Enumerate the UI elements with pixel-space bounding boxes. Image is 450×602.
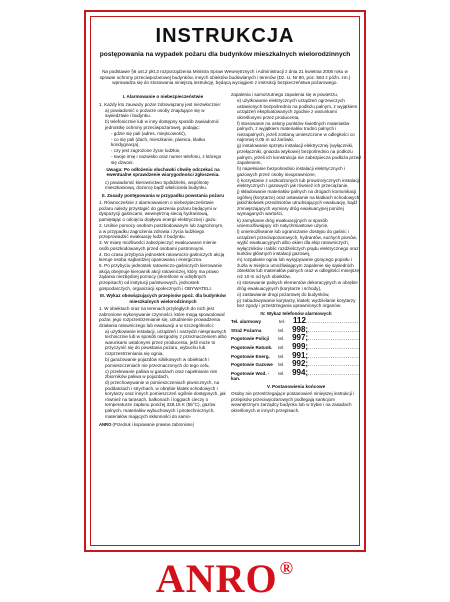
paragraph: 1. Każdy kto zauważy pożar zobowiązany jest niezwłocznie:: [99, 101, 222, 107]
list-item: o) zastawianie drogi pożarowej do budynków,: [237, 291, 330, 297]
left-column: [99, 92, 227, 544]
section-heading: V. Postanowienia końcowe: [266, 383, 326, 389]
paragraph: 1. W obiektach oraz na terenach przyległych do nich jest zabronione wykonywanie czynności, które mogą spowodować pożar, jego rozprzestrzenianie się, utrudnienie prowadzenia działania ratowniczego lub ewakuacji a w szczególności:: [99, 306, 226, 328]
sub-list-item: - co się pali (dach, mieszkanie, piwnica, klatka kondygnacja),: [111, 136, 205, 148]
phone-number: 992;: [292, 359, 309, 369]
list-item: g) instalowanie sprzętu instalacji elektrycznej (wyłączniki, przełączniki, gniazda wtykowe) bezpośrednio na podłożu palnym, jeżeli ich konstrukcja nie zabezpiecza podłoża przed zapaleniem,: [237, 143, 361, 166]
phone-dots: ............................: [305, 319, 359, 326]
list-item: c) powiadomić kierownictwo Spółdzielni, wspólnotę mieszkaniową, dozorcę bądź właściciela budynku.: [105, 179, 209, 191]
section-heading: IV. Wykaz telefonów alarmowych: [260, 310, 332, 316]
phone-tel-prefix: tel.: [278, 344, 285, 350]
list-item: c) przelewanie paliwa w garażach oraz napełnianie nim zbiorników paliwa w pojazdach,: [105, 368, 218, 380]
paragraph: Osoby nie przestrzegające postanowień niniejszej instrukcji i przepisów przeciwpożarowych podlegają sankcjom wewnętrznym zarządcy budynku lub w trybie i na zasadach określonych w innych przepisach.: [231, 391, 355, 413]
paragraph: 5. Po przybyciu jednostek ratowniczo-gaśniczych kierowanie akcją obejmuje kierownik akcji ratowniczej, który ma prawo żądania niezbędnej pomocy (określone w odrębnych przepisach) od instytucji państwowych, jednostek gospodarczych, organizacji społecznych i OBYWATELI.: [99, 263, 223, 291]
list-item: h) napełnianie bezpośrednio instalacji elektrycznych i gazowych przez osoby nieuprawnione,: [237, 166, 346, 177]
sign-inner-border: [90, 16, 360, 546]
phone-tel-prefix: tel.: [278, 362, 285, 368]
sub-list-item: - gdzie się pali (adres, miejscowość),: [111, 130, 187, 136]
list-item: d) przechowywanie w pomieszczeniach piwnicznych, na poddaszach i strychach, w obrębie klatek schodowych i korytarzy oraz innych pomieszczeń ogólnie dostępnych, jak również na tarasach, balkonach i loggiach cieczy o temperaturze zapłonu poniżej 328,15 K (55°C), gazów palnych, materiałów wybuchowych i pirotechnicznych, materiałów mających skłonności do samo-: [105, 380, 226, 419]
phone-dots: ............................: [308, 362, 361, 369]
phone-dots: ............................: [308, 344, 361, 351]
phone-dots: ............................: [308, 353, 361, 360]
phone-label: Pogotowie Ratunk.: [231, 344, 273, 350]
section-heading: I. Alarmowanie o niebezpieczeństwie: [122, 94, 204, 99]
list-item: a) powiadomić o pożarze osoby znajdujące się w sąsiedztwie i budynku.: [105, 107, 205, 119]
legal-basis: Na podstawie §6 ust.2 pkt.3 rozporządzenia Ministra Spraw Wewnętrznych i Administracji z dnia 21 kwietnia 2006 roku w sprawie ochrony przeciwpożarowej budynków, innych obiektów budowlanych i terenów (Dz. U. Nr 80, poz. 563 z późn. zm.) wprowadza się do stosowania niniejszą instrukcję, będącą wyciągiem z instrukcji bezpieczeństwa pożarowego.: [99, 69, 351, 86]
list-item: m) rozpalanie ognia lub wysypywanie gorącego popiołu i żużla w miejscu umożliwiającym zapalenie się sąsiednich obiektów lub materiałów palnych oraz w odległości mniejszej niż 10 m od tych obiektów,: [237, 257, 361, 279]
phone-row: [231, 367, 361, 382]
copyright-brand: ANRO: [99, 422, 112, 428]
paragraph: 1. Równocześnie z alarmowaniem o niebezpieczeństwie pożaru należy przystąpić do gaszenia pożaru będącymi w dyspozycji gaśnicami, wewnętrzną siecią hydrantową, pamiętając o odcięciu dopływu energii elektrycznej i gazu.: [99, 200, 217, 222]
phone-tel-prefix: tel.: [278, 327, 285, 333]
list-item: b) garażowanie pojazdów silnikowych w obiektach i pomieszczeniach nie przeznaczonych do tego celu,: [105, 357, 210, 368]
phone-label: Pogotowie Wod. - kan.: [231, 370, 270, 382]
brand-logo: [0, 555, 450, 602]
list-item: e) użytkowanie elektrycznych urządzeń ogrzewczych ustawionych bezpośrednio na podłożu palnym, z wyjątkiem urządzeń eksploatowanych zgodnie z warunkami określonymi przez producenta,: [237, 98, 358, 120]
phone-number: 991;: [292, 350, 309, 360]
phone-tel-prefix: tel.: [278, 370, 285, 376]
section-heading: II. Zasady postępowania w przypadku powstania pożaru: [101, 192, 224, 198]
paragraph: zapalenia i samorzutnego zapalenia się w powietrzu,: [231, 92, 339, 97]
list-item: b) telefonicznie lub w inny dostępny sposób zawiadomić jednostkę ochrony przeciwpożarowej, podając:: [105, 119, 219, 130]
phone-number: 997;: [292, 333, 309, 343]
phone-dots: ............................: [308, 327, 361, 334]
list-item: k) zamykanie dróg ewakuacyjnych w sposób uniemożliwiający ich natychmiastowe użycie,: [237, 217, 329, 229]
sign-title: INSTRUKCJA: [155, 25, 295, 47]
brand-name: ANRO: [155, 556, 278, 601]
list-item: j) składowanie materiałów palnych na drogach komunikacji ogólnej (korytarze) oraz ustawianie na klatkach schodowych jakichkolwiek przedmiotów utrudniających ewakuację, bądź zmniejszających wymiary dróg ewakuacyjnej poniżej wymaganych wartości,: [237, 189, 360, 217]
paragraph: 4. Do czasu przybycia jednostek ratowniczo-gaśniczych akcją kieruje osoba najbardziej opanowana i energiczna.: [99, 251, 225, 263]
copyright-text: (Przedruk i kopiowanie prawnie zabronione): [112, 422, 194, 428]
phone-label: Pogotowie Policji: [231, 336, 270, 342]
phone-label: Pogotowie Energ.: [231, 353, 270, 359]
sign-subtitle: postępowania na wypadek pożaru dla budynków mieszkalnych wielorodzinnych: [99, 51, 351, 58]
phone-label: Tel. alarmowy: [231, 319, 262, 325]
phone-number: 998;: [292, 324, 309, 334]
paragraph: 3. W miarę możliwości zabezpieczyć ewakuowane mienie osób poszkodowanych przed osobami postronnymi.: [99, 240, 217, 251]
paragraph: 2. Usilnie pomocy osobom poszkodowanym lub zagrożonym, a w przypadku zagrożenia zdrowia i życia ludzkiego przeprowadzić ewakuację ludzi z budynku.: [99, 222, 224, 240]
phone-tel-prefix: tel.: [278, 336, 285, 342]
list-item: a) użytkowanie instalacji, urządzeń i narzędzi niesprawnych technicznie lub w sposób niezgodny z przeznaczeniem albo warunkami ustalonymi przez producenta, jeśli może to przyczynić się do powstania pożaru, wybuchu lub rozprzestrzeniania się ognia,: [105, 328, 227, 357]
sub-list-item: - czy jest zagrożone życie ludzkie,: [111, 148, 181, 154]
phone-label: Pogotowie Gazowe: [231, 362, 273, 368]
phone-tel-prefix: tel.: [278, 353, 285, 359]
phone-dots: ............................: [308, 370, 361, 377]
phone-tel-prefix: tel.: [279, 319, 286, 325]
right-column: [231, 92, 361, 544]
copyright-note: [99, 422, 227, 428]
phone-label: Straż Pożarna: [231, 327, 262, 333]
list-item: n) stosowanie palnych elementów dekoracyjnych w obrębie dróg ewakuacyjnych (korytarze i schody),: [237, 280, 358, 291]
phone-number: 999;: [292, 341, 309, 351]
phone-dots: ............................: [308, 336, 361, 343]
registered-mark: ®: [279, 558, 295, 578]
phone-number: 112: [293, 316, 306, 326]
phone-number: 994;: [292, 367, 309, 377]
list-item: i) korzystanie z uszkodzonych lub prowizorycznych instalacji elektrycznych i gazowych jak również ich przeciążanie,: [237, 177, 360, 189]
sub-list-item: - swoje imię i nazwisko oraz numer telefonu, z którego się dzwoni.: [111, 154, 222, 166]
list-item: f) stosowanie na osłony punktów świetlnych materiałów palnych, z wyjątkiem materiałów trudno palnych i niezapalnych, jeżeli zostaną umieszczone w odległości co najmniej 0,05 m od żarówki,: [237, 120, 355, 143]
note-text: Uwaga: Po odłożeniu słuchawki chwilę odczekać na ewentualne sprawdzenie wiarygodności zgłoszenia.: [106, 166, 220, 178]
instruction-sign: [84, 10, 366, 552]
list-item: l) uniemożliwianie lub ograniczanie dostępu do gaśnic i urządzeń przeciwpożarowych, hydrantów, suchych pionów, wyjść ewakuacyjnych albo okien dla ekip ratowniczych, wyłączników i tablic rozdzielczych prądu elektrycznego oraz kurków głównych instalacji gazowej,: [237, 229, 359, 257]
list-item: p) zabudowywanie korytarzy, klatek; wydzielanie korytarzy bez zgody i przestrzegania uprawnionych organów.: [237, 297, 356, 309]
section-heading: III. Wykaz obowiązujących przepisów ppoż. dla budynków mieszkalnych wielorodzinnych: [99, 293, 226, 304]
